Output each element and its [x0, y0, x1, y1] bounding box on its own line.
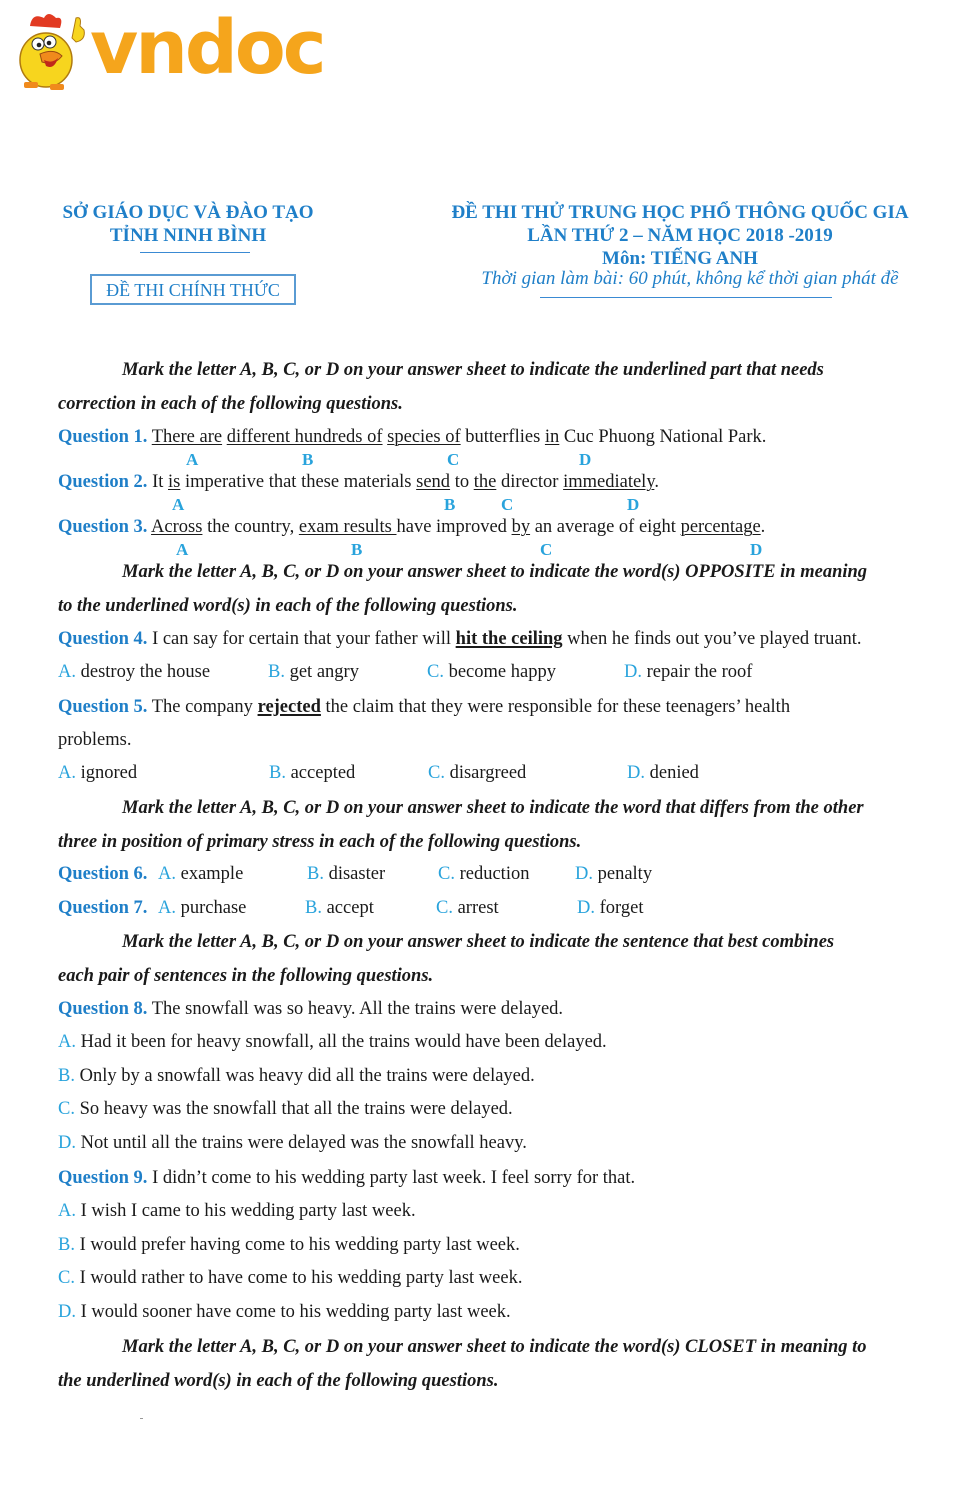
- section-5-instruction-line1: Mark the letter A, B, C, or D on your answer sheet to indicate the word(s) CLOSET in meaning to: [122, 1337, 867, 1357]
- answer-letter-c[interactable]: C: [540, 540, 553, 559]
- question-text: the claim that they were responsible for these teenagers’ health: [320, 697, 791, 717]
- option-letter: D.: [577, 898, 595, 918]
- section-2-instruction-line1: Mark the letter A, B, C, or D on your answer sheet to indicate the word(s) OPPOSITE in meaning: [122, 562, 868, 582]
- underlined-part-b: different hundreds of: [226, 427, 383, 447]
- underlined-word: rejected: [257, 697, 321, 717]
- question-label: Question 4.: [58, 629, 148, 649]
- question-label: Question 9.: [58, 1168, 148, 1188]
- question-5: [58, 696, 790, 718]
- question-text: .: [760, 517, 766, 537]
- option-d[interactable]: [624, 662, 752, 683]
- department-header: [48, 201, 328, 247]
- option-text: arrest: [452, 898, 499, 918]
- question-text: I didn’t come to his wedding party last week. I feel sorry for that.: [147, 1168, 636, 1188]
- option-d[interactable]: [575, 864, 652, 885]
- question-4: [58, 628, 862, 650]
- question-3: [58, 516, 765, 538]
- option-a[interactable]: [58, 763, 137, 784]
- option-letter: A.: [58, 1032, 76, 1052]
- question-8: [58, 998, 563, 1020]
- option-a[interactable]: [58, 1201, 416, 1222]
- option-letter: B.: [58, 1235, 75, 1255]
- section-5-instruction-line2: the underlined word(s) in each of the following questions.: [58, 1371, 499, 1391]
- question-label: Question 1.: [58, 427, 148, 447]
- underlined-phrase: hit the ceiling: [455, 629, 563, 649]
- answer-letter-d[interactable]: D: [750, 540, 763, 559]
- official-exam-badge: ĐỀ THI CHÍNH THỨC: [90, 274, 296, 305]
- answer-letter-b[interactable]: B: [444, 495, 456, 514]
- option-d[interactable]: [58, 1302, 511, 1323]
- option-text: I would rather to have come to his wedding party last week.: [74, 1268, 523, 1288]
- underlined-part-c: species of: [387, 427, 461, 447]
- option-d[interactable]: [58, 1133, 527, 1154]
- underlined-part-c: by: [511, 517, 531, 537]
- section-4-instruction-line2: each pair of sentences in the following questions.: [58, 966, 434, 986]
- option-text: I wish I came to his wedding party last week.: [76, 1201, 416, 1221]
- option-letter: A.: [158, 898, 176, 918]
- option-text: disaster: [323, 864, 386, 884]
- answer-letter-b[interactable]: B: [302, 450, 314, 469]
- underlined-part-b: send: [416, 472, 451, 492]
- section-1-instruction-line1: Mark the letter A, B, C, or D on your answer sheet to indicate the underlined part that needs: [122, 360, 824, 380]
- option-a[interactable]: [158, 898, 246, 919]
- question-2: [58, 471, 659, 493]
- option-c[interactable]: [428, 763, 526, 784]
- question-text: to: [450, 472, 474, 492]
- option-text: get angry: [284, 662, 359, 682]
- question-1: [58, 426, 766, 448]
- answer-letter-a[interactable]: A: [176, 540, 189, 559]
- option-letter: D.: [575, 864, 593, 884]
- option-text: forget: [595, 898, 644, 918]
- option-letter: A.: [158, 864, 176, 884]
- option-b[interactable]: [307, 864, 385, 885]
- question-text: I can say for certain that your father will: [147, 629, 456, 649]
- option-a[interactable]: [58, 662, 210, 683]
- answer-letter-d[interactable]: D: [627, 495, 640, 514]
- option-letter: D.: [627, 763, 645, 783]
- option-b[interactable]: [268, 662, 359, 683]
- option-b[interactable]: [58, 1235, 520, 1256]
- option-d[interactable]: [577, 898, 643, 919]
- option-text: I would sooner have come to his wedding party last week.: [76, 1302, 511, 1322]
- option-text: I would prefer having come to his wedding party last week.: [74, 1235, 520, 1255]
- question-text: The snowfall was so heavy. All the trains were delayed.: [147, 999, 564, 1019]
- option-letter: A.: [58, 662, 76, 682]
- option-d[interactable]: [627, 763, 699, 784]
- question-text: when he finds out you’ve played truant.: [562, 629, 862, 649]
- option-text: destroy the house: [76, 662, 211, 682]
- option-text: purchase: [176, 898, 247, 918]
- option-c[interactable]: [427, 662, 556, 683]
- question-label: Question 8.: [58, 999, 148, 1019]
- option-letter: A.: [58, 763, 76, 783]
- option-text: denied: [645, 763, 699, 783]
- option-letter: B.: [268, 662, 285, 682]
- question-text: the country,: [202, 517, 299, 537]
- exam-time-note: Thời gian làm bài: 60 phút, không kể thời gian phát đề: [481, 268, 899, 289]
- option-c[interactable]: [438, 864, 529, 885]
- answer-letter-c[interactable]: C: [501, 495, 514, 514]
- option-text: accepted: [285, 763, 356, 783]
- question-7: [58, 898, 147, 919]
- option-a[interactable]: [58, 1032, 607, 1053]
- question-text: The company: [147, 697, 258, 717]
- answer-letter-c[interactable]: C: [447, 450, 460, 469]
- option-text: reduction: [454, 864, 530, 884]
- option-text: So heavy was the snowfall that all the trains were delayed.: [74, 1099, 513, 1119]
- stray-mark: [140, 1418, 143, 1419]
- option-text: example: [176, 864, 244, 884]
- logo-wordmark: vndoc: [90, 5, 324, 91]
- answer-letter-a[interactable]: A: [186, 450, 199, 469]
- underlined-part-c: the: [473, 472, 497, 492]
- option-c[interactable]: [58, 1268, 522, 1289]
- province-name: TỈNH NINH BÌNH: [109, 225, 267, 246]
- option-letter: C.: [438, 864, 455, 884]
- option-b[interactable]: [269, 763, 355, 784]
- underlined-part-a: Across: [151, 517, 203, 537]
- exam-subject: Môn: TIẾNG ANH: [602, 248, 758, 269]
- option-letter: B.: [58, 1066, 75, 1086]
- section-4-instruction-line1: Mark the letter A, B, C, or D on your answer sheet to indicate the sentence that best combines: [122, 932, 835, 952]
- option-letter: A.: [58, 1201, 76, 1221]
- option-a[interactable]: [158, 864, 243, 885]
- question-6: [58, 864, 147, 885]
- option-text: become happy: [443, 662, 556, 682]
- option-c[interactable]: [436, 898, 499, 919]
- underlined-part-d: percentage: [680, 517, 761, 537]
- question-label: Question 7.: [58, 898, 148, 918]
- section-1-instruction-line2: correction in each of the following questions.: [58, 394, 403, 414]
- option-letter: B.: [305, 898, 322, 918]
- option-letter: C.: [58, 1099, 75, 1119]
- option-b[interactable]: [305, 898, 374, 919]
- question-text: imperative that these materials: [180, 472, 417, 492]
- vndoc-logo[interactable]: [6, 4, 336, 94]
- option-text: Not until all the trains were delayed was the snowfall heavy.: [76, 1133, 527, 1153]
- header-divider-right: [540, 297, 832, 298]
- option-text: Had it been for heavy snowfall, all the trains would have been delayed.: [76, 1032, 607, 1052]
- question-5-continuation: problems.: [58, 730, 132, 750]
- underlined-part-d: in: [544, 427, 560, 447]
- chicken-mascot-icon: [10, 8, 88, 92]
- option-c[interactable]: [58, 1099, 513, 1120]
- option-letter: B.: [307, 864, 324, 884]
- option-text: Only by a snowfall was heavy did all the trains were delayed.: [74, 1066, 535, 1086]
- option-letter: C.: [427, 662, 444, 682]
- underlined-part-b: exam results: [298, 517, 397, 537]
- option-text: ignored: [76, 763, 138, 783]
- exam-round: LẦN THỨ 2 – NĂM HỌC 2018 -2019: [527, 225, 833, 246]
- exam-title: ĐỀ THI THỬ TRUNG HỌC PHỔ THÔNG QUỐC GIA: [451, 202, 909, 223]
- option-text: penalty: [593, 864, 653, 884]
- option-letter: B.: [269, 763, 286, 783]
- department-name: SỞ GIÁO DỤC VÀ ĐÀO TẠO: [62, 202, 314, 223]
- question-text: have improved: [396, 517, 512, 537]
- question-label: Question 5.: [58, 697, 148, 717]
- option-text: disargreed: [444, 763, 527, 783]
- underlined-part-a: There are: [151, 427, 223, 447]
- question-9: [58, 1167, 635, 1189]
- option-text: repair the roof: [642, 662, 753, 682]
- section-2-instruction-line2: to the underlined word(s) in each of the following questions.: [58, 596, 518, 616]
- option-letter: D.: [58, 1133, 76, 1153]
- option-letter: C.: [58, 1268, 75, 1288]
- section-3-instruction-line1: Mark the letter A, B, C, or D on your answer sheet to indicate the word that differs from the other: [122, 798, 864, 818]
- option-letter: D.: [624, 662, 642, 682]
- exam-title-header: [420, 201, 940, 270]
- option-letter: C.: [436, 898, 453, 918]
- underlined-part-a: is: [168, 472, 181, 492]
- question-text: an average of eight: [530, 517, 681, 537]
- header-divider-left: [140, 252, 250, 253]
- answer-letter-b[interactable]: B: [351, 540, 363, 559]
- question-text: director: [496, 472, 564, 492]
- question-text: butterflies: [460, 427, 545, 447]
- underlined-part-d: immediately: [563, 472, 655, 492]
- answer-letter-d[interactable]: D: [579, 450, 592, 469]
- question-text: It: [147, 472, 168, 492]
- question-text: .: [654, 472, 659, 492]
- option-text: accept: [321, 898, 374, 918]
- question-label: Question 2.: [58, 472, 148, 492]
- question-label: Question 6.: [58, 864, 148, 884]
- option-b[interactable]: [58, 1066, 535, 1087]
- option-letter: C.: [428, 763, 445, 783]
- question-label: Question 3.: [58, 517, 148, 537]
- option-letter: D.: [58, 1302, 76, 1322]
- section-3-instruction-line2: three in position of primary stress in each of the following questions.: [58, 832, 582, 852]
- question-text: Cuc Phuong National Park.: [559, 427, 767, 447]
- answer-letter-a[interactable]: A: [172, 495, 185, 514]
